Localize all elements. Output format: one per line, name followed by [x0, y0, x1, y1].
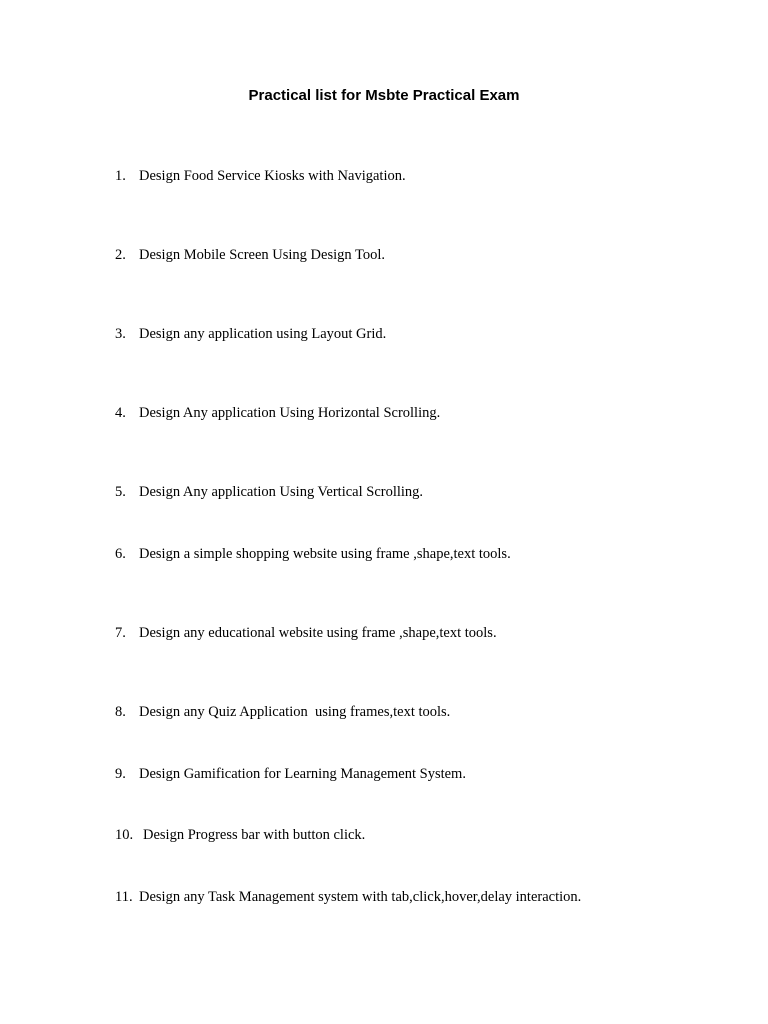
list-item-text: Design any Quiz Application using frames,text tools. — [139, 704, 451, 720]
list-item-text: Design Mobile Screen Using Design Tool. — [139, 247, 385, 263]
list-item-number: 4. — [115, 405, 126, 421]
list-item-text: Design a simple shopping website using frame ,shape,text tools. — [139, 546, 511, 562]
list-item-number: 1. — [115, 168, 126, 184]
list-item-text: Design any educational website using frame ,shape,text tools. — [139, 625, 497, 641]
list-item — [115, 245, 385, 265]
list-item-text: Design any application using Layout Grid. — [139, 326, 387, 342]
list-item-number: 9. — [115, 766, 126, 782]
list-item-number: 11. — [115, 889, 133, 905]
list-item-text: Design Progress bar with button click. — [143, 827, 366, 843]
list-item-number: 6. — [115, 546, 126, 562]
list-item-number: 3. — [115, 326, 126, 342]
list-item-text: Design Gamification for Learning Management System. — [139, 766, 466, 782]
list-item — [115, 825, 365, 845]
list-item — [115, 324, 386, 344]
list-item — [115, 482, 423, 502]
list-item — [115, 702, 450, 722]
list-item-number: 2. — [115, 247, 126, 263]
list-item-text: Design any Task Management system with tab,click,hover,delay interaction. — [139, 889, 582, 905]
list-item-text: Design Food Service Kiosks with Navigation. — [139, 168, 406, 184]
list-item-number: 10. — [115, 827, 134, 843]
list-item-number: 5. — [115, 484, 126, 500]
list-item-number: 7. — [115, 625, 126, 641]
list-item-text: Design Any application Using Vertical Scrolling. — [139, 484, 424, 500]
list-item — [115, 403, 440, 423]
list-item-number: 8. — [115, 704, 126, 720]
list-item — [115, 166, 406, 186]
list-item — [115, 623, 497, 643]
list-item-text: Design Any application Using Horizontal Scrolling. — [139, 405, 441, 421]
list-item — [115, 764, 466, 784]
list-item — [115, 544, 511, 564]
list-item — [115, 887, 581, 907]
document-title: Practical list for Msbte Practical Exam — [248, 87, 520, 104]
